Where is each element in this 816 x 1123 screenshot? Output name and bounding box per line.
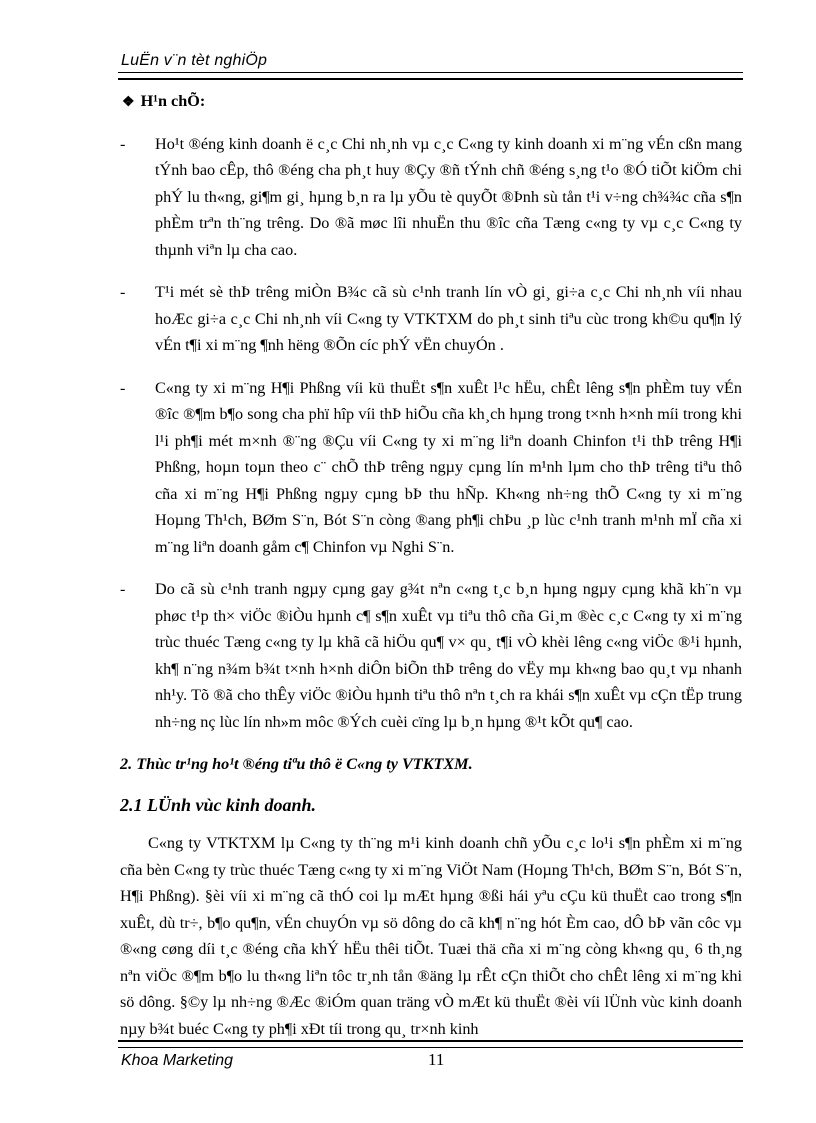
section-heading-2-1: 2.1 LÜnh vùc kinh doanh.	[120, 794, 317, 815]
dash-icon: -	[120, 378, 126, 397]
subheading-text: H¹n chÕ:	[140, 92, 206, 110]
bullet-text: T¹i mét sè thÞ trêng miÒn B¾c cã sù c¹nh tranh lín vÒ gi¸ gi÷a c¸c Chi nh¸nh víi nhau hoÆc gi÷a c¸c Chi nh¸nh víi C«ng ty VTKTXM do ph¸t sinh tiªu cùc trong kh©u qu¶n lý vÉn t¶i xi m¨ng ¶nh hëng ®Õn cíc phÝ vËn chuyÓn .	[155, 283, 742, 354]
page-number: 11	[428, 1050, 445, 1069]
bullet-item	[120, 131, 742, 264]
section-heading-2: 2. Thùc tr¹ng ho¹t ®éng tiªu thô ë C«ng ty VTKTXM.	[120, 755, 473, 773]
bullet-text: Do cã sù c¹nh tranh ngµy cµng gay g¾t nªn c«ng t¸c b¸n hµng ngµy cµng khã kh¨n vµ phøc t¹p th× viÖc ®iÒu hµnh c¶ s¶n xuÊt vµ tiªu thô cña Gi¸m ®èc c¸c C«ng ty xi m¨ng trùc thuéc Tæng c«ng ty lµ khã cã hiÖu qu¶ v× qu¸ t¶i vÒ khèi lêng c«ng viÖc ®¹i hµnh, kh¶ n¨ng n¾m b¾t t×nh h×nh diÔn biÕn thÞ trêng do vËy mµ kh«ng bao qu¸t vµ nhanh nh¹y. Tõ ®ã cho thÊy viÖc ®iÒu hµnh tiªu thô nªn t¸ch ra khái s¶n xuÊt vµ cÇn tËp trung nh÷ng nç lùc lín nh»m môc ®Ých cuèi cïng lµ b¸n hµng ®¹t kÕt qu¶ cao.	[155, 580, 742, 731]
bullet-text: Ho¹t ®éng kinh doanh ë c¸c Chi nh¸nh vµ c¸c C«ng ty kinh doanh xi m¨ng vÉn cßn mang tÝnh bao cÊp, thô ®éng cha ph¸t huy ®Çy ®ñ tÝnh chñ ®éng s¸ng t¹o ®Ó tiÕt kiÖm chi phÝ lu th«ng, gi¶m gi¸ hµng b¸n ra lµ yÕu tè quyÕt ®Þnh sù tån t¹i v÷ng ch¾¾c cña s¶n phÈm trªn th¨ng trêng. Do ®ã møc lîi nhuËn thu ®îc cña Tæng c«ng ty vµ c¸c C«ng ty thµnh viªn lµ cha cao.	[155, 134, 742, 259]
body-paragraph: C«ng ty VTKTXM lµ C«ng ty th¨ng m¹i kinh doanh chñ yÕu c¸c lo¹i s¶n phÈm xi m¨ng cña bèn C«ng ty trùc thuéc Tæng c«ng ty xi m¨ng ViÖt Nam (Hoµng Th¹ch, BØm S¨n, Bót S¨n, H¶i Phßng). §èi víi xi m¨ng cã thÓ coi lµ mÆt hµng ®ßi hái yªu cÇu kü thuËt cao trong s¶n xuÊt, dù tr÷, b¶o qu¶n, vÉn chuyÓn vµ sö dông do cã kh¶ n¨ng hót Èm cao, dÔ bÞ vãn côc vµ ®«ng cøng díi t¸c ®éng cña khÝ hËu thêi tiÕt. Tuæi thä cña xi m¨ng còng kh«ng qu¸ 6 th¸ng nªn viÖc ®¶m b¶o lu th«ng liªn tôc tr¸nh tån ®äng lµ rÊt cÇn thiÕt cho chÊt lêng xi m¨ng khi sö dông. §©y lµ nh÷ng ®Æc ®iÓm quan träng vÒ mÆt kü thuËt ®èi víi lÜnh vùc kinh doanh nµy b¾t buéc C«ng ty ph¶i xÐt tíi trong qu¸ tr×nh kinh	[120, 834, 742, 1038]
footer-department: Khoa Marketing	[121, 1052, 234, 1069]
bullet-item	[120, 375, 742, 561]
body-text	[120, 88, 742, 1042]
bullet-text: C«ng ty xi m¨ng H¶i Phßng víi kü thuËt s¶n xuÊt l¹c hËu, chÊt lêng s¶n phÈm tuy vÉn ®îc ®¶m b¶o song cha phï hîp víi thÞ hiÕu cña kh¸ch hµng trong t×nh h×nh míi trong khi l¹i ph¶i mét m×nh ®¨ng ®Çu víi C«ng ty xi m¨ng liªn doanh Chinfon t¹i thÞ trêng H¶i Phßng, hoµn toµn theo c¨ chÕ thÞ trêng ngµy cµng lín m¹nh lµm cho thÞ trêng tiªu thô cña xi m¨ng H¶i Phßng ngµy cµng bÞ thu hÑp. Kh«ng nh÷ng thÕ C«ng ty xi m¨ng Hoµng Th¹ch, BØm S¨n, Bót S¨n còng ®ang ph¶i chÞu ¸p lùc c¹nh tranh m¹nh mÏ cña xi m¨ng liªn doanh gåm c¶ Chinfon vµ Nghi S¨n.	[155, 378, 742, 556]
subheading-limitations	[120, 88, 742, 117]
header-title: LuËn v¨n tèt nghiÖp	[121, 52, 268, 69]
footer-rule	[118, 1040, 743, 1048]
diamond-bullet-icon: ❖	[122, 95, 135, 110]
header-rule	[118, 72, 743, 80]
dash-icon: -	[120, 283, 126, 301]
bullet-item	[120, 279, 742, 359]
dash-icon: -	[120, 580, 126, 598]
dash-icon: -	[120, 134, 126, 153]
bullet-item	[120, 576, 742, 735]
